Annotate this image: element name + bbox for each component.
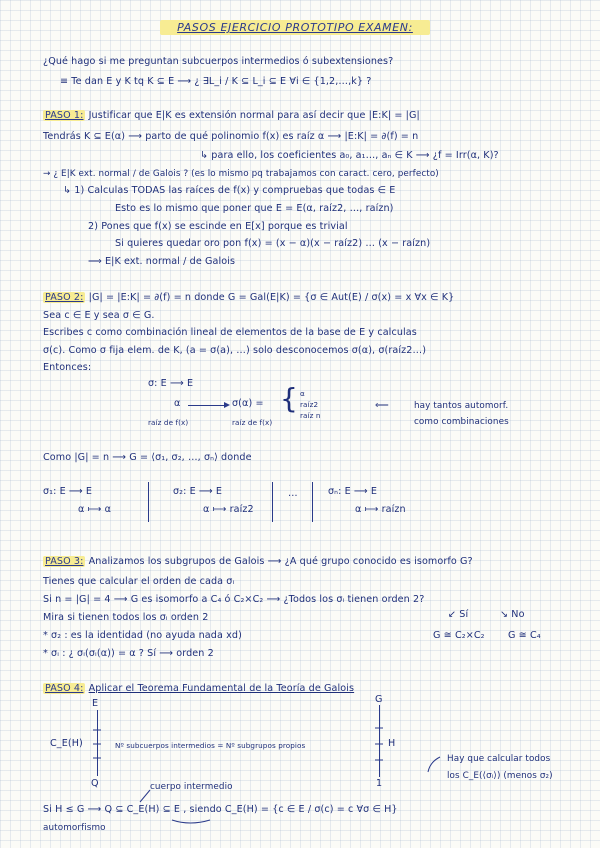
- paso2-como: Como |G| = n ⟶ G = ⟨σ₁, σ₂, …, σₙ⟩ donde: [43, 452, 252, 463]
- mapn-bot: α ⟼ raízn: [355, 504, 406, 515]
- paso1-label: PASO 1:: [45, 110, 84, 121]
- result-c4: G ≅ C₄: [508, 630, 541, 641]
- label-automorfismo: automorfismo: [43, 823, 106, 833]
- lattice-E: E: [92, 698, 99, 709]
- paso1-line6: 2) Pones que f(x) se escinde en E[x] porque es trivial: [88, 221, 348, 232]
- result-c2xc2: G ≅ C₂×C₂: [433, 630, 485, 641]
- cuerpo-pointer: [140, 790, 150, 802]
- brace-opt-3: raíz n: [300, 411, 321, 420]
- paso1-line4: ↳ 1) Calculas TODAS las raíces de f(x) y compruebas que todas ∈ E: [63, 185, 396, 196]
- label-raiz-f-2: raíz de f(x): [232, 418, 273, 427]
- double-arrow-left: ⟸: [375, 400, 389, 411]
- branch-si: ↙ Sí: [448, 609, 469, 620]
- lattice-Q: Q: [91, 778, 99, 789]
- map2-bot: α ⟼ raíz2: [203, 504, 254, 515]
- sigma-alpha: σ(α) =: [232, 398, 264, 409]
- paso2-line2: Sea c ∈ E y sea σ ∈ G.: [43, 310, 155, 321]
- paso4-label: PASO 4:: [45, 683, 84, 694]
- page-title-text: PASOS EJERCICIO PROTOTIPO EXAMEN:: [177, 21, 413, 34]
- lattice-middle-text: Nº subcuerpos intermedios = Nº subgrupos propios: [115, 741, 306, 750]
- label-cuerpo-intermedio: cuerpo intermedio: [150, 782, 233, 792]
- lattice-one: 1: [376, 778, 383, 789]
- paso3-line5: * σᵢ : ¿ σᵢ(σᵢ(α)) = α ? Sí ⟶ orden 2: [43, 648, 214, 659]
- paso1-line8: ⟹ E|K ext. normal / de Galois: [88, 256, 236, 267]
- paso1-line7: Si quieres quedar oro pon f(x) = (x − α)(x − raíz2) … (x − raízn): [115, 238, 431, 249]
- paso1-line5: Esto es lo mismo que poner que E = E(α, raíz2, …, raízn): [115, 203, 394, 214]
- underline-brace: [172, 820, 210, 823]
- paso2-label: PASO 2:: [45, 292, 84, 303]
- sigma-map-alpha: α: [174, 398, 181, 409]
- brace: {: [280, 382, 298, 415]
- paso2-line5: Entonces:: [43, 362, 92, 373]
- intro-question: ¿Qué hago si me preguntan subcuerpos intermedios ó subextensiones?: [43, 56, 394, 67]
- paso4-note1: Hay que calcular todos: [447, 754, 551, 764]
- lattice-H: H: [388, 738, 396, 749]
- branch-no: ↘ No: [500, 609, 525, 620]
- brace-opt-1: α: [300, 389, 305, 398]
- note-combinaciones: como combinaciones: [414, 417, 509, 427]
- paso2-line4: σ(c). Como σ fija elem. de K, (a = σ(a), …) solo desconocemos σ(α), σ(raíz2…): [43, 345, 427, 356]
- note-arrow-curve: [428, 757, 440, 772]
- lattice-CE: C_E(H): [50, 738, 83, 749]
- paso4-heading: Aplicar el Teorema Fundamental de la Teoría de Galois: [88, 683, 355, 694]
- sigma-map-top: σ: E ⟶ E: [148, 378, 194, 389]
- branch-si-text: Sí: [459, 609, 469, 620]
- paso1-line3: → ¿ E|K ext. normal / de Galois ? (es lo mismo pq trabajamos con caract. cero, perfecto): [43, 169, 439, 179]
- paso2-line3: Escribes c como combinación lineal de elementos de la base de E y calculas: [43, 327, 417, 338]
- paso2-line1: |G| = |E:K| = ∂(f) = n donde G = Gal(E|K) = {σ ∈ Aut(E) / σ(x) = x ∀x ∈ K}: [88, 292, 455, 303]
- paso1-line1: Tendrás K ⊆ E(α) ⟶ parto de qué polinomio f(x) es raíz α ⟶ |E:K| = ∂(f) = n: [43, 131, 419, 142]
- paso4-note2: los C_E(⟨σᵢ⟩) (menos σ₂): [447, 771, 553, 781]
- label-raiz-f-1: raíz de f(x): [148, 418, 189, 427]
- mapn-top: σₙ: E ⟶ E: [328, 486, 378, 497]
- paso4-formula: Si H ≤ G ⟶ Q ⊆ C_E(H) ⊆ E , siendo C_E(H) = {c ∈ E / σ(c) = c ∀σ ∈ H}: [43, 804, 398, 815]
- paso1-line2: ↳ para ello, los coeficientes a₀, a₁…, aₙ ∈ K ⟶ ¿f = Irr(α, K)?: [200, 150, 499, 161]
- brace-opt-2: raíz2: [300, 400, 319, 409]
- map1-bot: α ⟼ α: [78, 504, 112, 515]
- paso3-line3: Mira si tienen todos los σᵢ orden 2: [43, 612, 209, 623]
- intro-given: ≡ Te dan E y K tq K ⊆ E ⟶ ¿ ∃L_i / K ⊆ L_i ⊆ E ∀i ∈ {1,2,…,k} ?: [60, 76, 372, 87]
- note-automorf: hay tantos automorf.: [414, 401, 509, 411]
- map1-top: σ₁: E ⟶ E: [43, 486, 93, 497]
- map2-top: σ₂: E ⟶ E: [173, 486, 223, 497]
- lattice-G: G: [375, 694, 383, 705]
- branch-no-text: No: [511, 609, 525, 620]
- paso3-heading: Analizamos los subgrupos de Galois ⟶ ¿A qué grupo conocido es isomorfo G?: [88, 556, 473, 567]
- paso3-label: PASO 3:: [45, 556, 84, 567]
- paso3-line1: Tienes que calcular el orden de cada σᵢ: [43, 576, 235, 587]
- map-dots: …: [288, 488, 298, 499]
- paso3-line4: * σ₂ : es la identidad (no ayuda nada xd): [43, 630, 242, 641]
- paso1-heading: Justificar que E|K es extensión normal para así decir que |E:K| = |G|: [88, 110, 420, 121]
- paso3-line2: Si n = |G| = 4 ⟶ G es isomorfo a C₄ ó C₂×C₂ ⟶ ¿Todos los σᵢ tienen orden 2?: [43, 594, 425, 605]
